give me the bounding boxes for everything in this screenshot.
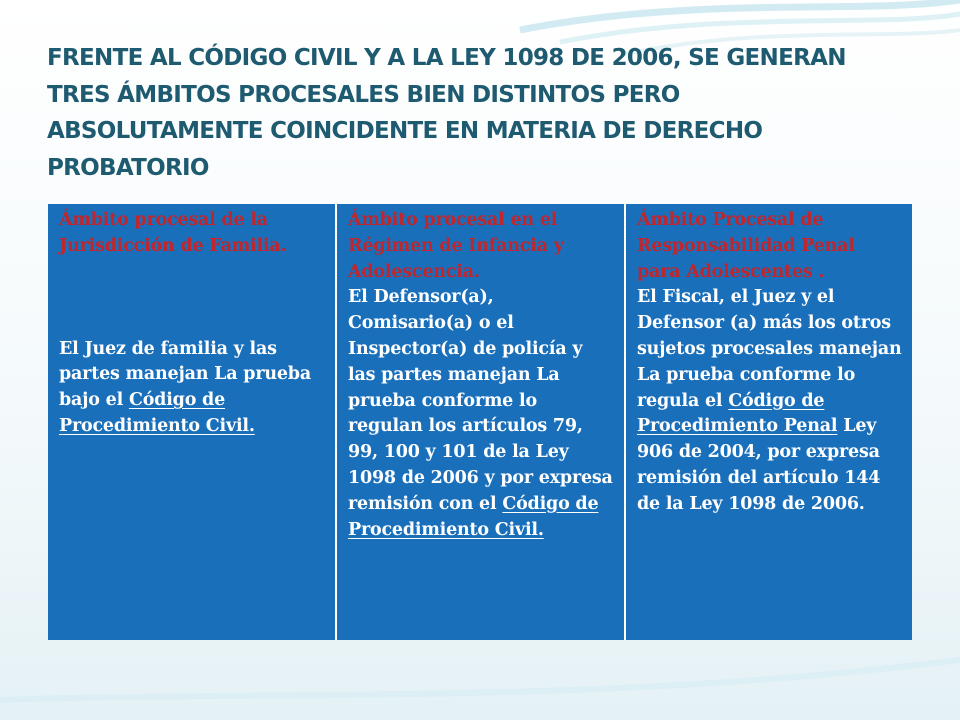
column-body: El Defensor(a), Comisario(a) o el Inspector(a) de policía y las partes manejan La prueba conforme lo regulan los artículos 79, 99, 100 y 101 de la Ley 1098 de 2006 y por expresa remisión con el xyxy=(348,287,613,514)
column-family-jurisdiction xyxy=(48,204,335,640)
title-line: TRES ÁMBITOS PROCESALES BIEN DISTINTOS PERO xyxy=(47,81,680,108)
code-reference: Código de Procedimiento Civil. xyxy=(59,390,255,436)
column-penal-responsibility xyxy=(624,204,912,640)
title-line: PROBATORIO xyxy=(47,154,209,181)
column-tail: Ley 906 de 2004, por expresa remisión del artículo 144 de la Ley 1098 de 2006. xyxy=(637,416,881,514)
column-heading: Ámbito Procesal de Responsabilidad Penal para Adolescentes . xyxy=(637,210,855,282)
column-body: El Juez de familia y las partes manejan La prueba bajo el xyxy=(59,338,311,411)
comparison-table xyxy=(48,204,912,640)
title-line: ABSOLUTAMENTE COINCIDENTE EN MATERIA DE DERECHO xyxy=(47,118,763,144)
title-line: FRENTE AL CÓDIGO CIVIL Y A LA LEY 1098 DE 2006, SE GENERAN xyxy=(47,45,846,71)
code-reference: Código de Procedimiento Penal xyxy=(637,390,838,437)
slide-title xyxy=(47,40,927,186)
code-reference: Código de Procedimiento Civil. xyxy=(348,493,599,540)
column-heading: Ámbito procesal de la Jurisdicción de Familia. xyxy=(59,210,287,256)
column-spacer xyxy=(59,260,325,337)
column-body: El Fiscal, el Juez y el Defensor (a) más los otros sujetos procesales manejan La prueba conforme lo regula el xyxy=(637,287,902,411)
column-childhood-regime xyxy=(335,204,624,640)
column-heading: Ámbito procesal en el Régimen de Infancia y Adolescencia. xyxy=(348,210,564,282)
